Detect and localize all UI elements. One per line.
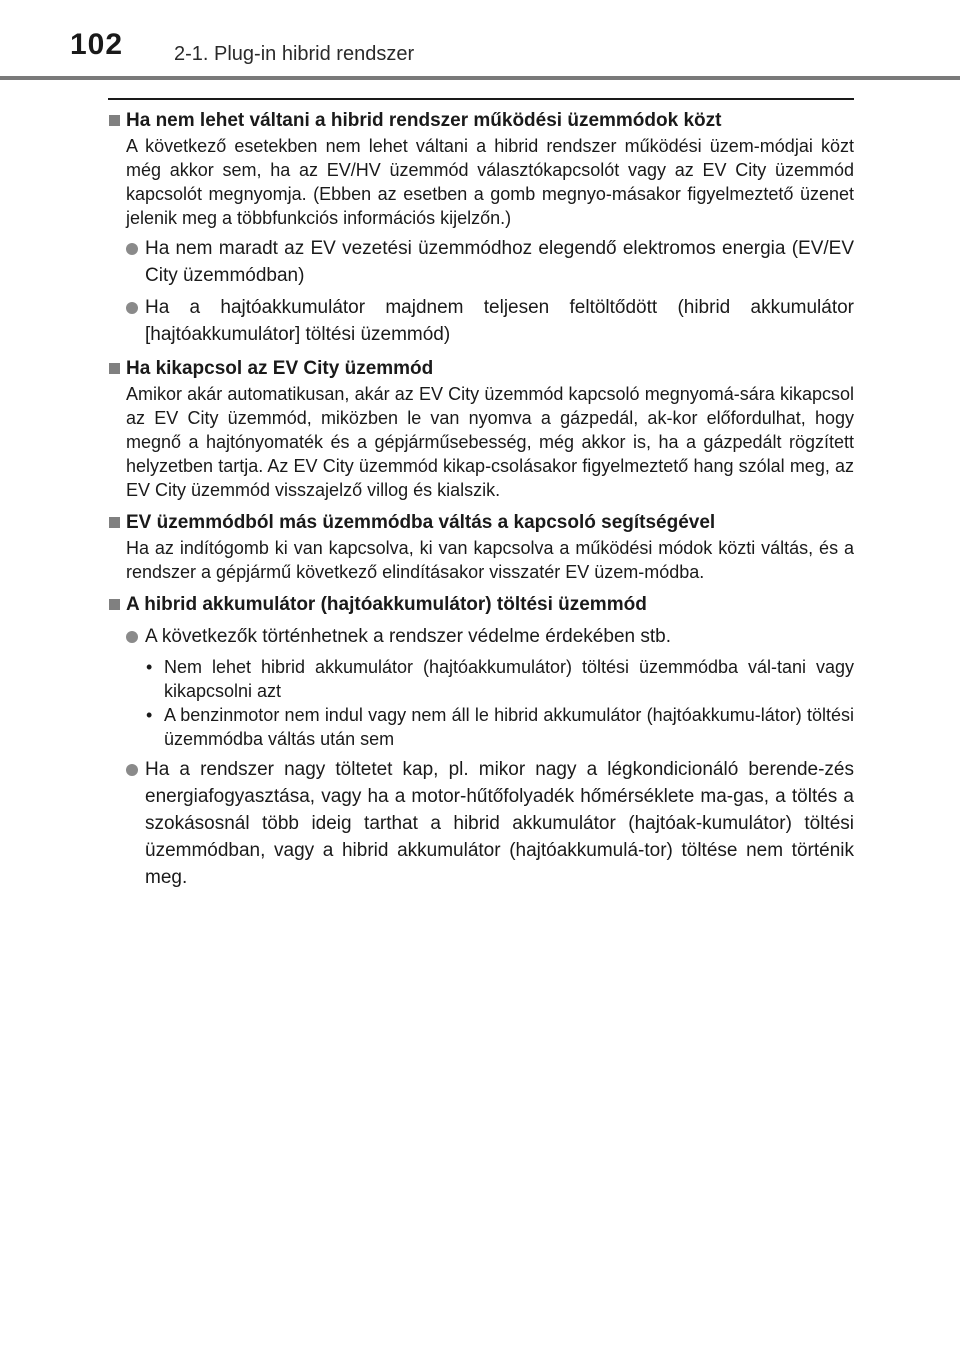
section-heading	[108, 356, 854, 382]
circle-bullet-icon	[126, 243, 138, 255]
page-number: 102	[70, 28, 124, 61]
page-content	[108, 108, 854, 891]
section-body: Amikor akár automatikusan, akár az EV City üzemmód kapcsoló megnyomá-sára kikapcsol az EV City üzemmód, miközben le van nyomva a gázpedál, ak-kor előfordulhat, hogy megnő a hajtónyomaték és a gépjárműsebesség, még akkor is, ha a gázpedált rögzített helyzetben tartja. Az EV City üzemmód kikap-csolásakor figyelmeztető hang szólal meg, az EV City üzemmód visszajelző villog és kialszik.	[126, 384, 854, 500]
square-marker-icon	[109, 599, 120, 610]
sub-list-item	[146, 703, 854, 751]
content-rule	[108, 98, 854, 100]
sub-list-item-text: Nem lehet hibrid akkumulátor (hajtóakkumulátor) töltési üzemmódba vál-tani vagy kikapcsolni azt	[164, 657, 854, 701]
section-heading-text: EV üzemmódból más üzemmódba váltás a kapcsoló segítségével	[126, 512, 716, 533]
square-marker-icon	[109, 363, 120, 374]
list-item-text: Ha a hajtóakkumulátor majdnem teljesen feltöltődött (hibrid akkumulátor [hajtóakkumulátor] töltési üzemmód)	[145, 297, 854, 345]
header-rule	[0, 76, 960, 80]
section-heading	[108, 592, 854, 618]
page-header	[0, 0, 960, 80]
sub-list-item	[146, 655, 854, 703]
section-heading-text: A hibrid akkumulátor (hajtóakkumulátor) töltési üzemmód	[126, 594, 647, 615]
circle-bullet-icon	[126, 631, 138, 643]
sub-list-item-text: A benzinmotor nem indul vagy nem áll le hibrid akkumulátor (hajtóakkumu-látor) töltési üzemmódba váltás után sem	[164, 705, 854, 749]
section-title: 2-1. Plug-in hibrid rendszer	[174, 43, 415, 65]
list-item-text: Ha nem maradt az EV vezetési üzemmódhoz elegendő elektromos energia (EV/EV City üzemmódban)	[145, 238, 854, 286]
list-item-text: Ha a rendszer nagy töltetet kap, pl. mikor nagy a légkondicionáló berende-zés energiafogyasztása, vagy ha a motor-hűtőfolyadék hőmérséklete ma-gas, a töltés a szokásosnál több ideig tarthat a hibrid akkumulátor (hajtóak-kumulátor) töltési üzemmódban, vagy a hibrid akkumulátor (hajtóakkumulá-tor) töltése nem történik meg.	[145, 759, 854, 888]
section-heading	[108, 108, 854, 134]
circle-bullet-icon	[126, 764, 138, 776]
bullet-glyph: •	[146, 705, 153, 725]
list-item-text: A következők történhetnek a rendszer védelme érdekében stb.	[145, 626, 671, 647]
square-marker-icon	[109, 115, 120, 126]
section-body: Ha az indítógomb ki van kapcsolva, ki van kapcsolva a működési módok közti váltás, és a rendszer a gépjármű következő elindításakor visszatér EV üzem-módba.	[126, 538, 854, 582]
section-heading	[108, 510, 854, 536]
bullet-glyph: •	[146, 657, 153, 677]
list-item	[126, 756, 854, 891]
list-item	[126, 294, 854, 348]
square-marker-icon	[109, 517, 120, 528]
circle-bullet-icon	[126, 302, 138, 314]
list-item	[126, 235, 854, 289]
list-item	[126, 623, 854, 650]
section-heading-text: Ha kikapcsol az EV City üzemmód	[126, 358, 434, 379]
section-heading-text: Ha nem lehet váltani a hibrid rendszer működési üzemmódok közt	[126, 110, 722, 131]
section-body: A következő esetekben nem lehet váltani a hibrid rendszer működési üzem-módjai közt még akkor sem, ha az EV/HV üzemmód választókapcsolót vagy az EV City üzemmód kapcsolót megnyomja. (Ebben az esetben a gomb megnyo-másakor figyelmeztető üzenet jelenik meg a többfunkciós információs kijelzőn.)	[126, 136, 854, 228]
